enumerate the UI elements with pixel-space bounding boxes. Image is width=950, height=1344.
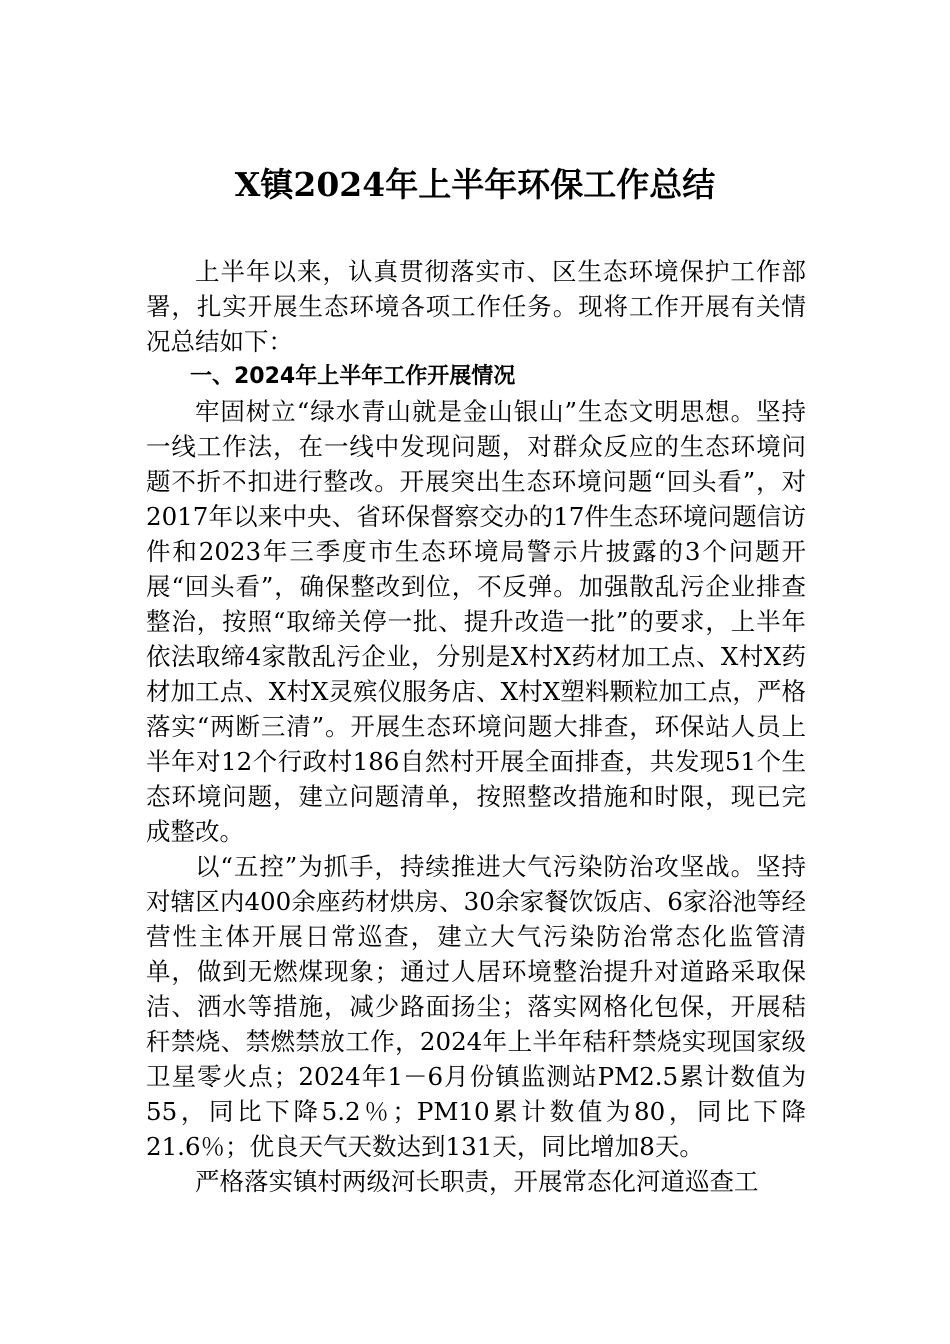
paragraph-ecological-thinking: 牢固树立“绿水青山就是金山银山”生态文明思想。坚持一线工作法，在一线中发现问题，对群众反应的生态环境问题不折不扣进行整改。开展突出生态环境问题“回头看”，对2017年以来中央、省环保督察交办的17件生态环境问题信访件和2023年三季度市生态环境局警示片披露的3个问题开展“回头看”，确保整改到位，不反弹。加强散乱污企业排查整治，按照“取缔关停一批、提升改造一批”的要求，上半年依法取缔4家散乱污企业，分别是X村X药材加工点、X村X药材加工点、X村X灵殡仪服务店、X村X塑料颗粒加工点，严格落实“两断三清”。开展生态环境问题大排查，环保站人员上半年对12个行政村186自然村开展全面排查，共发现51个生态环境问题，建立问题清单，按照整改措施和时限，现已完成整改。	[146, 397, 806, 846]
paragraph-river-chief: 严格落实镇村两级河长职责，开展常态化河道巡查工	[195, 1167, 759, 1196]
document-body	[146, 254, 806, 1199]
intro-paragraph: 上半年以来，认真贯彻落实市、区生态环境保护工作部署，扎实开展生态环境各项工作任务。现将工作开展有关情况总结如下：	[146, 257, 806, 356]
paragraph-air-pollution: 以“五控”为抓手，持续推进大气污染防治攻坚战。坚持对辖区内400余座药材烘房、30余家餐饮饭店、6家浴池等经营性主体开展日常巡查，建立大气污染防治常态化监管清单，做到无燃煤现象；通过人居环境整治提升对道路采取保洁、洒水等措施，减少路面扬尘；落实网格化包保，开展秸秆禁烧、禁燃禁放工作，2024年上半年秸秆禁烧实现国家级卫星零火点；2024年1－6月份镇监测站PM2.5累计数值为55，同比下降5.2％；PM10累计数值为80，同比下降21.6％；优良天气天数达到131天，同比增加8天。	[146, 852, 806, 1161]
section-heading: 一、2024年上半年工作开展情况	[190, 364, 516, 389]
document-title: X镇2024年上半年环保工作总结	[234, 165, 716, 204]
